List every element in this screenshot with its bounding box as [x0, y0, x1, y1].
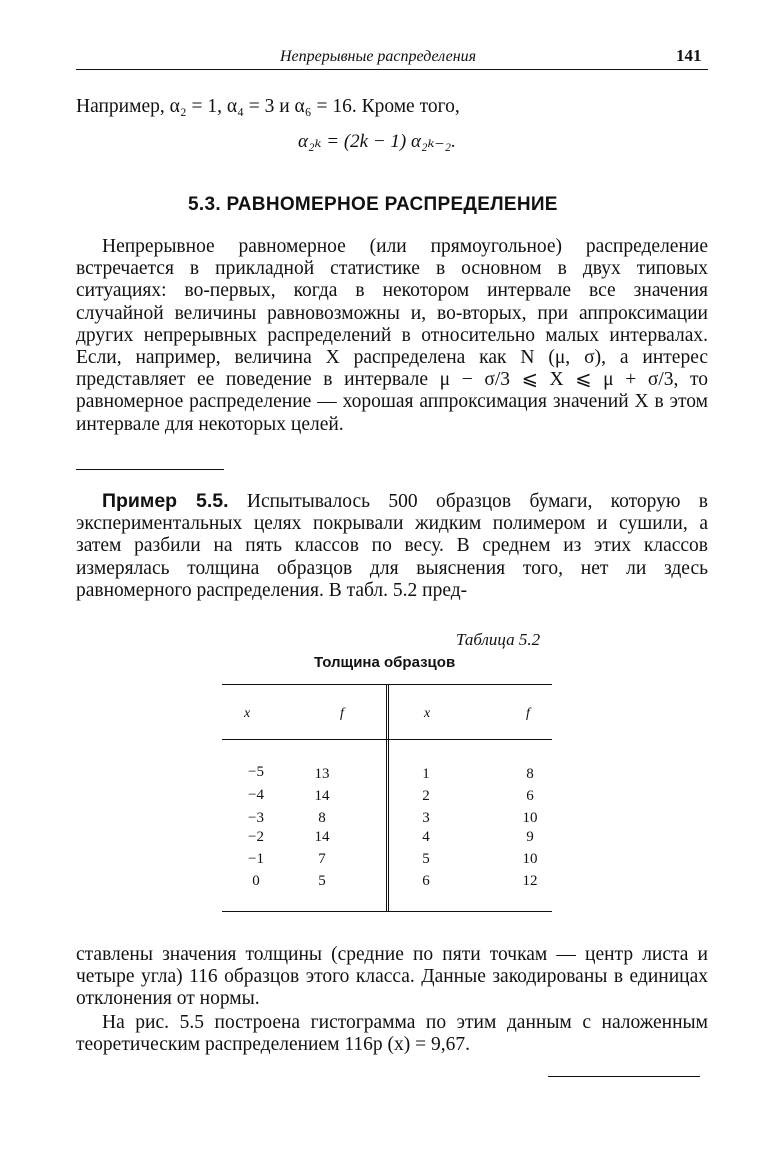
table-cell: 14 — [314, 788, 330, 804]
table-cell: 8 — [318, 810, 326, 826]
example-paragraph — [76, 490, 708, 602]
table-cell: 5 — [422, 851, 430, 867]
table-cell: 7 — [318, 851, 326, 867]
table-cell: 0 — [252, 873, 260, 889]
table-title: Толщина образцов — [314, 654, 456, 671]
table-divider — [386, 684, 389, 912]
display-formula: α₂ₖ = (2k − 1) α₂ₖ₋₂. — [298, 131, 456, 152]
table-cell: 6 — [422, 873, 430, 889]
table-cell: 12 — [522, 873, 538, 889]
table-cell: −3 — [248, 810, 264, 826]
section-paragraph: Непрерывное равномерное (или прямоугольное) распределение встречается в прикладной статистике в основном в двух типовых ситуациях: во-первых, когда в некотором интервале все значения случайной величины равновозможны и, во-вторых, при аппроксимации других непрерывных распределений в относительно малых интервалах. Если, например, величина X распределена как N (μ, σ), а интерес представляет ее поведение в интервале μ − σ/3 ⩽ X ⩽ μ + σ/3, то равномерное распределение — хорошая аппроксимация значений X в этом интервале для некоторых целей. — [76, 236, 708, 435]
page-number: 141 — [676, 46, 702, 65]
table-cell: −4 — [248, 787, 264, 803]
intro-line: Например, α₂ = 1, α₄ = 3 и α₆ = 16. Кроме того, — [76, 96, 460, 117]
section-heading: 5.3. РАВНОМЕРНОЕ РАСПРЕДЕЛЕНИЕ — [188, 194, 558, 215]
continuation-paragraph: ставлены значения толщины (средние по пяти точкам — центр листа и четыре угла) 116 образцов этого класса. Данные закодированы в единицах отклонения от нормы. — [76, 944, 708, 1010]
table-header-f-right: f — [526, 706, 530, 721]
table-cell: 10 — [522, 851, 538, 867]
table-cell: 1 — [422, 766, 430, 782]
table-cell: −5 — [248, 764, 264, 780]
table-cell: −2 — [248, 829, 264, 845]
table-cell: −1 — [248, 851, 264, 867]
table-cell: 14 — [314, 829, 330, 845]
example-text: Испытывалось 500 образцов бумаги, которую в экспериментальных целях покрывали жидким полимером и сушили, а затем разбили на пять классов по весу. В среднем из этих классов измерялась толщина образцов для выяснения того, нет ли здесь равномерного распределения. В табл. 5.2 пред- — [76, 491, 708, 601]
table-cell: 6 — [526, 788, 534, 804]
table-cell: 13 — [314, 766, 330, 782]
running-title: Непрерывные распределения — [280, 48, 477, 65]
table-cell: 2 — [422, 788, 430, 804]
footnote-rule — [548, 1076, 700, 1077]
table-cell: 4 — [422, 829, 430, 845]
table-header-x-right: x — [424, 706, 431, 721]
table-cell: 8 — [526, 766, 534, 782]
separator-rule — [76, 469, 224, 470]
table-cell: 9 — [526, 829, 534, 845]
table-header-f-left: f — [340, 706, 344, 721]
figure-reference-paragraph: На рис. 5.5 построена гистограмма по этим данным с наложенным теоретическим распределением 116p (x) = 9,67. — [76, 1012, 708, 1056]
header-rule — [76, 69, 708, 70]
example-label: Пример 5.5. — [102, 490, 229, 512]
table-caption: Таблица 5.2 — [456, 630, 541, 649]
table-header-x-left: x — [244, 706, 251, 721]
table-cell: 10 — [522, 810, 538, 826]
table-cell: 5 — [318, 873, 326, 889]
table-cell: 3 — [422, 810, 430, 826]
